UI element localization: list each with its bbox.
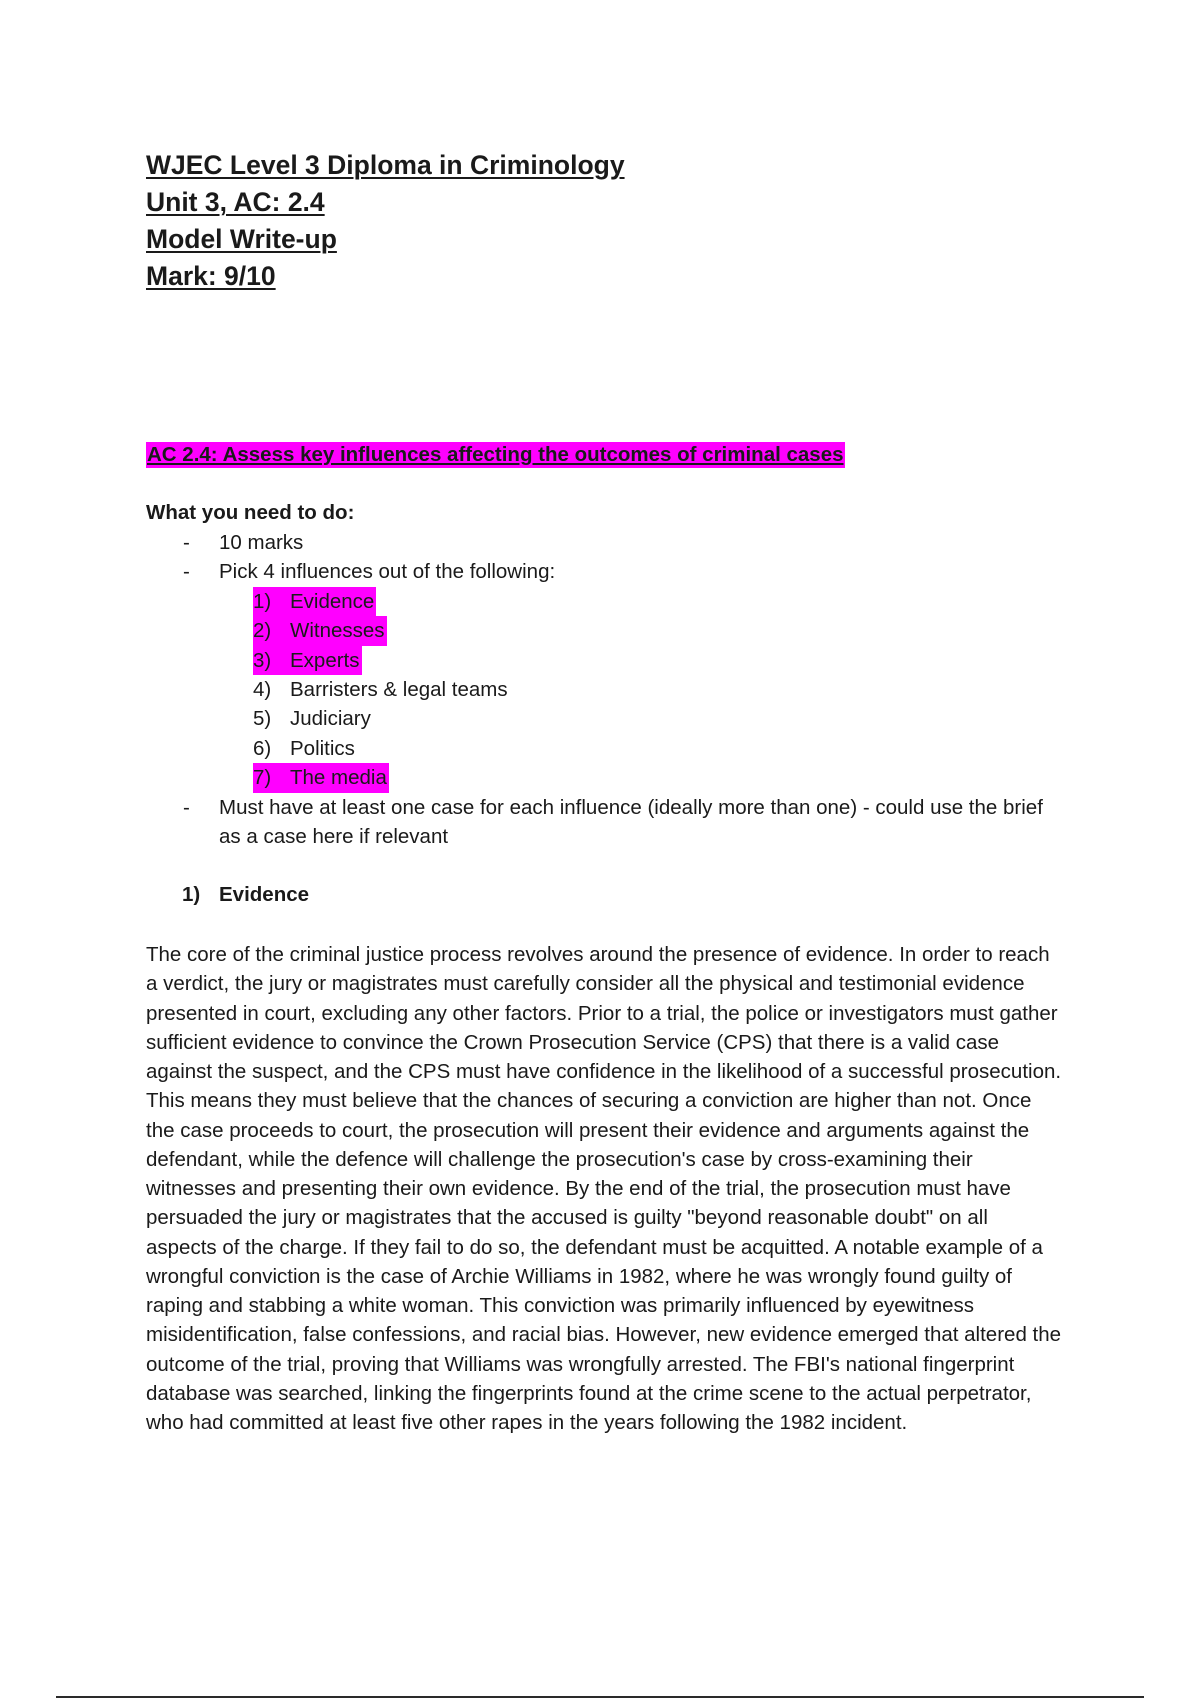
header-title: WJEC Level 3 Diploma in Criminology (146, 150, 625, 180)
influence-item (253, 675, 1046, 704)
ac-title-highlighted: AC 2.4: Assess key influences affecting the outcomes of criminal cases (147, 443, 844, 466)
influence-highlight (253, 616, 387, 645)
evidence-paragraph: The core of the criminal justice process revolves around the presence of evidence. In order to reach a verdict, the jury or magistrates must carefully consider all the physical and testimonial evidence presented in court, excluding any other factors. Prior to a trial, the police or investigators must gather sufficient evidence to convince the Crown Prosecution Service (CPS) that there is a valid case against the suspect, and the CPS must have confidence in the likelihood of a successful prosecution. This means they must believe that the chances of securing a conviction are higher than not. Once the case proceeds to court, the prosecution will present their evidence and arguments against the defendant, while the defence will challenge the prosecution's case by cross-examining their witnesses and presenting their own evidence. By the end of the trial, the prosecution must have persuaded the jury or magistrates that the accused is guilty "beyond reasonable doubt" on all aspects of the charge. If they fail to do so, the defendant must be acquitted. A notable example of a wrongful conviction is the case of Archie Williams in 1982, where he was wrongly found guilty of raping and stabbing a white woman. This conviction was primarily influenced by eyewitness misidentification, false confessions, and racial bias. However, new evidence emerged that altered the outcome of the trial, proving that Williams was wrongfully arrested. The FBI's national fingerprint database was searched, linking the fingerprints found at the crime scene to the actual perpetrator, who had committed at least five other rapes in the years following the 1982 incident. (146, 943, 1062, 1434)
bullet-text: Pick 4 influences out of the following: (219, 560, 556, 584)
influence-highlight (253, 763, 389, 792)
influence-number: 7) (253, 766, 272, 790)
footer-divider (56, 1696, 1144, 1698)
influence-highlight (253, 646, 362, 675)
influence-number: 2) (253, 619, 272, 643)
bullet-dash: - (183, 560, 190, 584)
influence-number: 6) (253, 736, 272, 760)
todo-bullet (146, 557, 1046, 586)
influence-item (253, 763, 1046, 792)
influence-highlight (253, 587, 376, 616)
influence-label: Experts (290, 648, 360, 672)
section-title: Evidence (219, 883, 310, 906)
influence-item (253, 587, 1046, 616)
influence-item (253, 704, 1046, 733)
influence-label: Evidence (290, 589, 375, 613)
todo-bullet (146, 528, 1046, 557)
header-writeup: Model Write-up (146, 224, 337, 254)
influence-label: Politics (290, 736, 355, 760)
todo-heading: What you need to do: (146, 501, 355, 524)
bullet-text: Must have at least one case for each influence (ideally more than one) - could use the brief as a case here if relevant (219, 795, 1043, 849)
section-number: 1) (182, 883, 201, 906)
todo-bullet-list (146, 528, 1046, 851)
influence-item (253, 646, 1046, 675)
bullet-dash: - (183, 531, 190, 554)
influence-number: 3) (253, 648, 272, 672)
header-unit: Unit 3, AC: 2.4 (146, 187, 325, 217)
influence-item (253, 616, 1046, 645)
bullet-text: 10 marks (219, 531, 304, 554)
influence-item (253, 734, 1046, 763)
influence-list (146, 587, 1046, 793)
bullet-dash: - (183, 795, 190, 819)
influence-number: 5) (253, 707, 272, 731)
document-header (146, 147, 625, 295)
influence-number: 4) (253, 678, 272, 702)
influence-label: Barristers & legal teams (290, 678, 508, 702)
header-mark: Mark: 9/10 (146, 261, 276, 291)
influence-label: The media (290, 766, 387, 790)
influence-number: 1) (253, 589, 272, 613)
influence-label: Judiciary (290, 707, 371, 731)
influence-label: Witnesses (290, 619, 385, 643)
todo-bullet (146, 793, 1046, 852)
section-heading (182, 882, 309, 908)
